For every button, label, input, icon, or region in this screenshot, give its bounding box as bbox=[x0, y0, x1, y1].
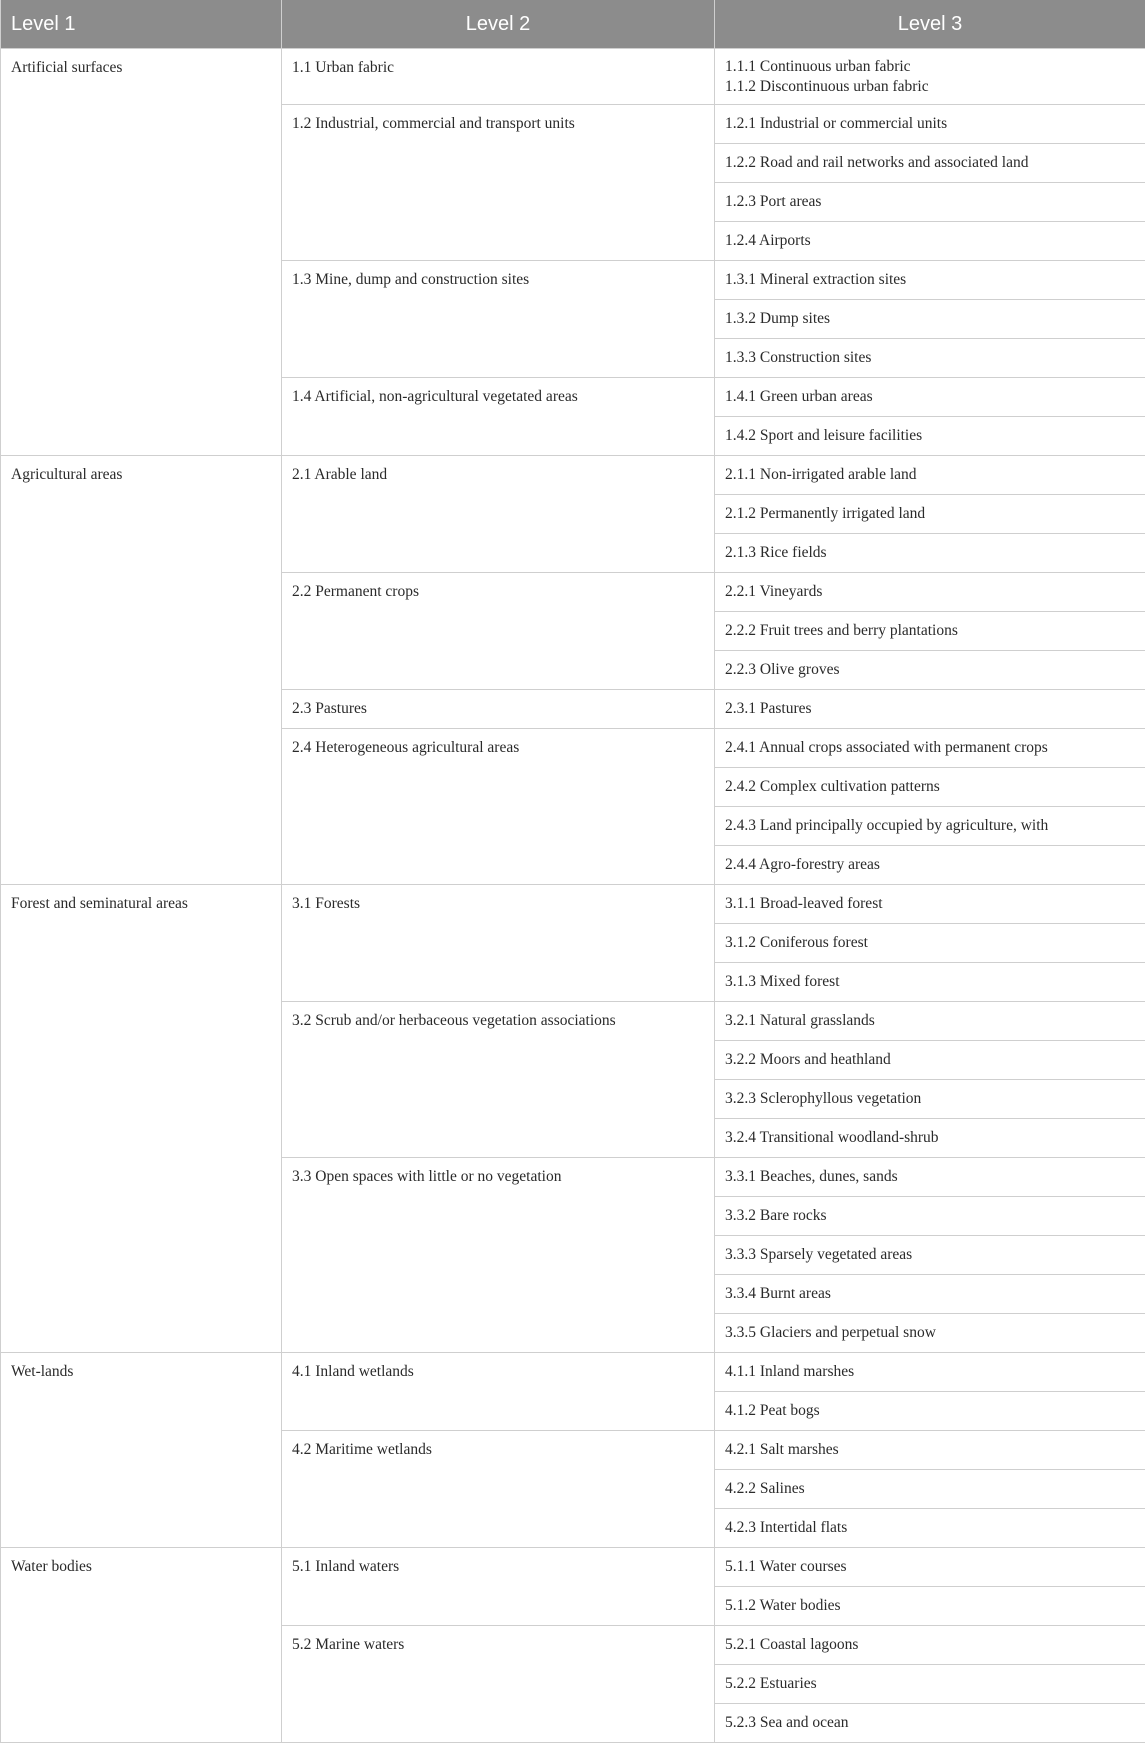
level3-cell bbox=[715, 1626, 1145, 1665]
level2-cell: 1.1 Urban fabric bbox=[282, 49, 715, 105]
level3-class-label: 5.2.1 Coastal lagoons bbox=[725, 1635, 1135, 1655]
level3-cell bbox=[715, 1353, 1145, 1392]
level2-cell: 4.2 Maritime wetlands bbox=[282, 1431, 715, 1548]
level2-cell: 2.3 Pastures bbox=[282, 690, 715, 729]
level3-cell bbox=[715, 729, 1145, 768]
level3-cell bbox=[715, 1587, 1145, 1626]
level2-cell: 2.1 Arable land bbox=[282, 456, 715, 573]
level3-class-label: 1.2.2 Road and rail networks and associated land bbox=[725, 153, 1135, 173]
level3-cell bbox=[715, 1236, 1145, 1275]
level3-cell bbox=[715, 534, 1145, 573]
level1-cell: Water bodies bbox=[1, 1548, 282, 1743]
level1-cell: Forest and seminatural areas bbox=[1, 885, 282, 1353]
level3-cell bbox=[715, 222, 1145, 261]
level3-class-label: 1.1.2 Discontinuous urban fabric bbox=[725, 77, 1135, 97]
level3-class-label: 3.2.1 Natural grasslands bbox=[725, 1011, 1135, 1031]
level3-class-label: 5.2.3 Sea and ocean bbox=[725, 1713, 1135, 1733]
level3-class-label: 2.4.1 Annual crops associated with permanent crops bbox=[725, 738, 1135, 758]
level3-class-label: 3.3.2 Bare rocks bbox=[725, 1206, 1135, 1226]
level3-cell bbox=[715, 690, 1145, 729]
level2-cell: 1.2 Industrial, commercial and transport units bbox=[282, 105, 715, 261]
level2-cell: 5.2 Marine waters bbox=[282, 1626, 715, 1743]
level3-class-label: 3.2.2 Moors and heathland bbox=[725, 1050, 1135, 1070]
level3-class-label: 2.1.1 Non-irrigated arable land bbox=[725, 465, 1135, 485]
level3-cell bbox=[715, 573, 1145, 612]
level3-cell bbox=[715, 846, 1145, 885]
level3-cell bbox=[715, 456, 1145, 495]
level3-class-label: 3.3.3 Sparsely vegetated areas bbox=[725, 1245, 1135, 1265]
level3-class-label: 4.1.2 Peat bogs bbox=[725, 1401, 1135, 1421]
table-row bbox=[1, 1353, 1145, 1392]
level3-class-label: 2.2.2 Fruit trees and berry plantations bbox=[725, 621, 1135, 641]
level3-class-label: 3.1.1 Broad-leaved forest bbox=[725, 894, 1135, 914]
level3-cell bbox=[715, 1158, 1145, 1197]
level3-class-label: 3.3.5 Glaciers and perpetual snow bbox=[725, 1323, 1135, 1343]
level2-cell: 5.1 Inland waters bbox=[282, 1548, 715, 1626]
level3-class-label: 4.2.2 Salines bbox=[725, 1479, 1135, 1499]
header-level-2: Level 2 bbox=[282, 0, 715, 49]
level3-cell bbox=[715, 300, 1145, 339]
level3-class-label: 2.3.1 Pastures bbox=[725, 699, 1135, 719]
level3-class-label: 4.2.1 Salt marshes bbox=[725, 1440, 1135, 1460]
level3-class-label: 3.1.2 Coniferous forest bbox=[725, 933, 1135, 953]
level3-cell bbox=[715, 963, 1145, 1002]
level3-class-label: 1.4.1 Green urban areas bbox=[725, 387, 1135, 407]
level3-class-label: 3.1.3 Mixed forest bbox=[725, 972, 1135, 992]
level3-cell bbox=[715, 651, 1145, 690]
level3-class-label: 1.4.2 Sport and leisure facilities bbox=[725, 426, 1135, 446]
level3-class-label: 1.3.2 Dump sites bbox=[725, 309, 1135, 329]
level3-cell bbox=[715, 378, 1145, 417]
level3-cell bbox=[715, 1509, 1145, 1548]
level3-cell bbox=[715, 1431, 1145, 1470]
level2-cell: 1.4 Artificial, non-agricultural vegetated areas bbox=[282, 378, 715, 456]
level3-class-label: 5.1.1 Water courses bbox=[725, 1557, 1135, 1577]
level3-cell bbox=[715, 1002, 1145, 1041]
level3-cell bbox=[715, 1197, 1145, 1236]
level3-class-label: 2.2.1 Vineyards bbox=[725, 582, 1135, 602]
level3-class-label: 3.3.4 Burnt areas bbox=[725, 1284, 1135, 1304]
level1-cell: Agricultural areas bbox=[1, 456, 282, 885]
level3-class-label: 1.1.1 Continuous urban fabric bbox=[725, 57, 1135, 77]
level2-cell: 2.2 Permanent crops bbox=[282, 573, 715, 690]
level3-class-label: 3.3.1 Beaches, dunes, sands bbox=[725, 1167, 1135, 1187]
level3-class-label: 2.1.3 Rice fields bbox=[725, 543, 1135, 563]
level3-class-label: 2.4.2 Complex cultivation patterns bbox=[725, 777, 1135, 797]
level3-cell bbox=[715, 1392, 1145, 1431]
level2-cell: 3.1 Forests bbox=[282, 885, 715, 1002]
level3-class-label: 1.3.3 Construction sites bbox=[725, 348, 1135, 368]
level3-class-label: 5.2.2 Estuaries bbox=[725, 1674, 1135, 1694]
level3-cell bbox=[715, 144, 1145, 183]
table-body bbox=[1, 49, 1145, 1743]
level2-cell: 2.4 Heterogeneous agricultural areas bbox=[282, 729, 715, 885]
level3-cell bbox=[715, 1665, 1145, 1704]
level3-cell bbox=[715, 1470, 1145, 1509]
level2-cell: 1.3 Mine, dump and construction sites bbox=[282, 261, 715, 378]
level3-class-label: 2.4.4 Agro-forestry areas bbox=[725, 855, 1135, 875]
table-header bbox=[1, 0, 1145, 49]
level3-cell bbox=[715, 495, 1145, 534]
table-row bbox=[1, 1548, 1145, 1587]
level3-class-label: 1.2.3 Port areas bbox=[725, 192, 1135, 212]
level3-class-label: 2.1.2 Permanently irrigated land bbox=[725, 504, 1135, 524]
header-level-1: Level 1 bbox=[1, 0, 282, 49]
level3-cell bbox=[715, 768, 1145, 807]
level3-cell bbox=[715, 1041, 1145, 1080]
level3-cell bbox=[715, 417, 1145, 456]
level3-class-label: 3.2.4 Transitional woodland-shrub bbox=[725, 1128, 1135, 1148]
level1-cell: Artificial surfaces bbox=[1, 49, 282, 456]
level3-class-label: 4.1.1 Inland marshes bbox=[725, 1362, 1135, 1382]
level1-cell: Wet-lands bbox=[1, 1353, 282, 1548]
level3-cell bbox=[715, 807, 1145, 846]
level3-cell bbox=[715, 105, 1145, 144]
header-level-3: Level 3 bbox=[715, 0, 1145, 49]
level3-class-label: 2.2.3 Olive groves bbox=[725, 660, 1135, 680]
level3-cell bbox=[715, 183, 1145, 222]
level3-class-label: 2.4.3 Land principally occupied by agriculture, with bbox=[725, 816, 1135, 836]
level2-cell: 3.3 Open spaces with little or no vegetation bbox=[282, 1158, 715, 1353]
level3-class-label: 1.3.1 Mineral extraction sites bbox=[725, 270, 1135, 290]
level3-cell bbox=[715, 1704, 1145, 1743]
level3-cell bbox=[715, 1548, 1145, 1587]
level3-cell bbox=[715, 924, 1145, 963]
level3-class-label: 1.2.4 Airports bbox=[725, 231, 1135, 251]
level3-class-label: 3.2.3 Sclerophyllous vegetation bbox=[725, 1089, 1135, 1109]
level3-cell bbox=[715, 1314, 1145, 1353]
table-row bbox=[1, 456, 1145, 495]
level3-class-label: 5.1.2 Water bodies bbox=[725, 1596, 1135, 1616]
level3-cell bbox=[715, 49, 1145, 105]
level3-class-label: 4.2.3 Intertidal flats bbox=[725, 1518, 1135, 1538]
level3-cell bbox=[715, 1080, 1145, 1119]
level2-cell: 4.1 Inland wetlands bbox=[282, 1353, 715, 1431]
level3-cell bbox=[715, 261, 1145, 300]
level3-cell bbox=[715, 1119, 1145, 1158]
level3-cell bbox=[715, 612, 1145, 651]
level3-cell bbox=[715, 1275, 1145, 1314]
level3-cell bbox=[715, 339, 1145, 378]
table-row bbox=[1, 885, 1145, 924]
level2-cell: 3.2 Scrub and/or herbaceous vegetation associations bbox=[282, 1002, 715, 1158]
level3-cell bbox=[715, 885, 1145, 924]
level3-class-label: 1.2.1 Industrial or commercial units bbox=[725, 114, 1135, 134]
table-row bbox=[1, 49, 1145, 105]
header-row bbox=[1, 0, 1145, 49]
